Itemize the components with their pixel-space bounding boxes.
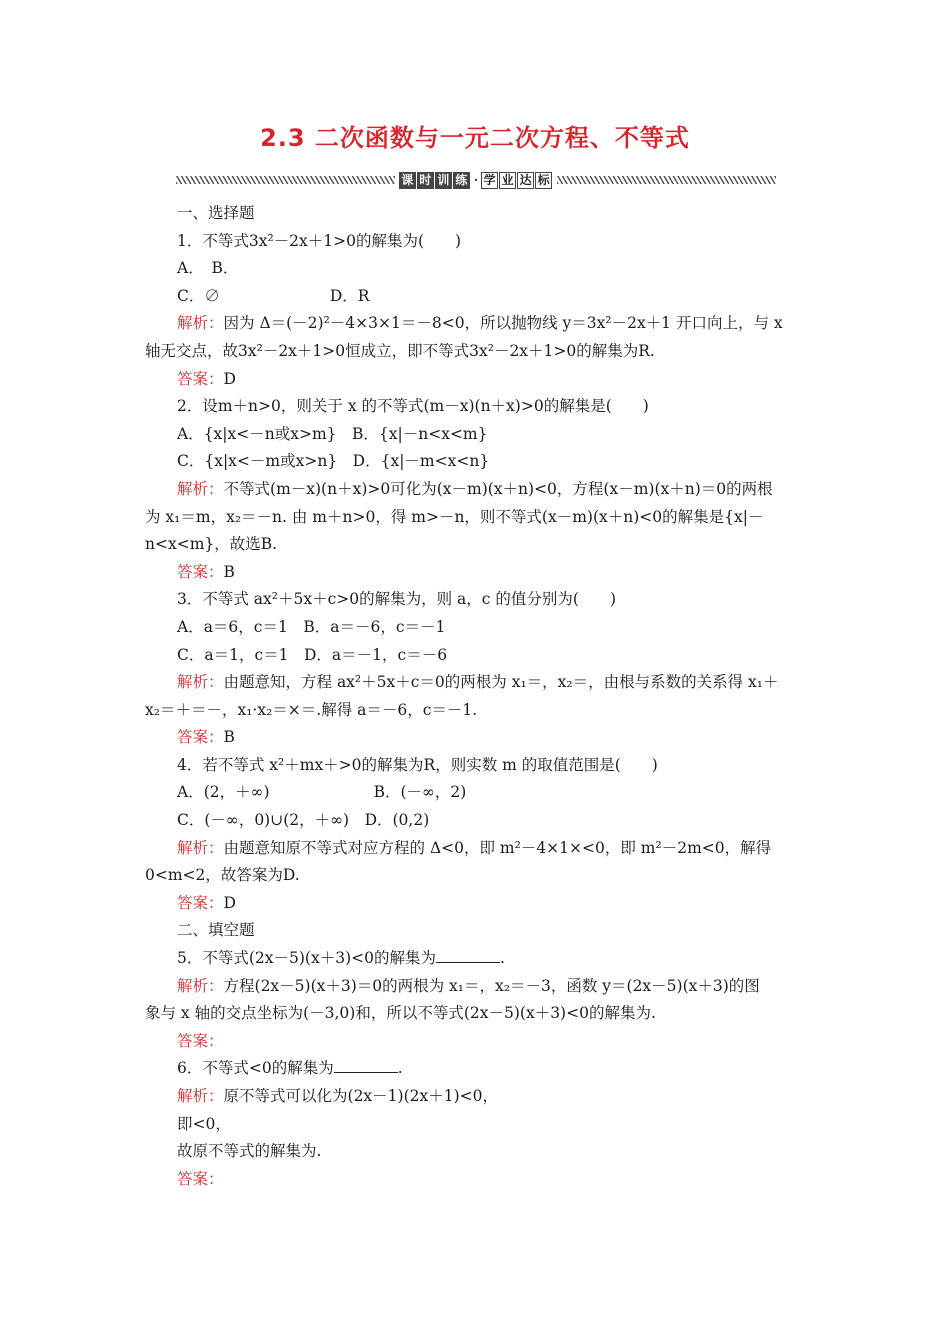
question-3-solution-cont: x₂＝＋＝－，x₁·x₂＝×＝.解得 a＝－6，c＝－1. <box>145 700 478 719</box>
answer-label: 答案： <box>177 369 224 388</box>
question-5-solution: 解析：方程(2x－5)(x＋3)＝0的两根为 x₁＝，x₂＝－3，函数 y＝(2x－5)(x＋3)的图 <box>177 976 760 995</box>
answer-label: 答案： <box>177 562 224 581</box>
question-1-stem: 1．不等式3x²－2x＋1>0的解集为( ) <box>177 231 462 250</box>
question-5-solution-cont: 象与 x 轴的交点坐标为(－3,0)和，所以不等式(2x－5)(x＋3)<0的解集为. <box>145 1004 656 1023</box>
question-5-stem: 5．不等式(2x－5)(x＋3)<0的解集为 . <box>177 949 505 968</box>
question-4-options-ab: A．(2，＋∞) B．(－∞，2) <box>177 783 467 802</box>
banner-badge <box>399 171 553 189</box>
question-5-answer <box>145 1028 815 1056</box>
question-2-options-ab: A．{x|x<－n或x>m} B．{x|－n<x<m} <box>177 424 488 443</box>
question-1-options-cd: C．∅ D．R <box>177 286 370 305</box>
answer-blank <box>334 1058 398 1073</box>
question-1-solution-cont: 轴无交点，故3x²－2x＋1>0恒成立，即不等式3x²－2x＋1>0的解集为R. <box>145 341 655 360</box>
section-heading-choice: 一、选择题 <box>177 204 255 222</box>
banner-hatch-right <box>557 176 776 184</box>
solution-label: 解析： <box>177 976 224 995</box>
question-3-solution: 解析：由题意知，方程 ax²＋5x＋c＝0的两根为 x₁＝，x₂＝，由根与系数的关系得 x₁＋ <box>177 673 779 692</box>
question-6-stem: 6．不等式<0的解集为 . <box>177 1059 403 1078</box>
question-3-options-cd: C．a＝1，c＝1 D．a＝－1，c＝－6 <box>177 645 448 664</box>
question-6-solution-cont2: 故原不等式的解集为. <box>177 1142 322 1161</box>
question-4-stem: 4．若不等式 x²＋mx＋>0的解集为R，则实数 m 的取值范围是( ) <box>177 755 658 774</box>
page-title: 2.3 二次函数与一元二次方程、不等式 <box>260 124 690 152</box>
banner-left-label: 课 时 训 练 <box>399 172 471 189</box>
question-2-answer: 答案：B <box>177 562 235 581</box>
question-6-answer <box>145 1166 815 1194</box>
question-4-options-cd: C．(－∞，0)∪(2，＋∞) D．(0,2) <box>177 811 430 830</box>
banner-separator: · <box>473 173 479 187</box>
question-2-stem: 2．设m＋n>0，则关于 x 的不等式(m－x)(n＋x)>0的解集是( ) <box>177 397 649 416</box>
banner-right-label: 学 业 达 标 <box>481 172 553 189</box>
question-2-options-cd: C．{x|x<－m或x>n} D．{x|－m<x<n} <box>177 452 490 471</box>
banner-hatch-left <box>176 176 395 184</box>
section-banner <box>176 171 776 189</box>
exercise-body <box>145 200 815 1193</box>
answer-blank <box>436 948 500 963</box>
section-heading-fill: 二、填空题 <box>177 921 255 940</box>
question-3-stem: 3．不等式 ax²＋5x＋c>0的解集为，则 a，c 的值分别为( ) <box>177 590 616 609</box>
question-2-solution: 解析：不等式(m－x)(n＋x)>0可化为(x－m)(x＋n)<0，方程(x－m)(x＋n)＝0的两根 <box>177 479 773 498</box>
question-3-options-ab: A．a＝6，c＝1 B．a＝－6，c＝－1 <box>177 617 446 636</box>
question-3-answer: 答案：B <box>177 728 235 747</box>
solution-label: 解析： <box>177 838 224 857</box>
question-2-solution-cont: 为 x₁＝m，x₂＝－n. 由 m＋n>0，得 m>－n，则不等式(x－m)(x＋n)<0的解集是{x|－ <box>145 507 764 526</box>
question-1-options-ab: A． B． <box>177 259 239 278</box>
solution-label: 解析： <box>177 314 224 333</box>
answer-label: 答案： <box>177 893 224 912</box>
question-2-solution-cont2: n<x<m}，故选B. <box>145 535 278 554</box>
answer-label: 答案： <box>177 1169 224 1188</box>
answer-label: 答案： <box>177 1031 224 1050</box>
solution-label: 解析： <box>177 479 224 498</box>
question-6-solution-cont: 即<0， <box>177 1114 231 1133</box>
question-6-solution: 解析：原不等式可以化为(2x－1)(2x＋1)<0， <box>177 1087 498 1105</box>
question-4-answer: 答案：D <box>177 893 236 912</box>
question-4-solution-cont: 0<m<2，故答案为D. <box>145 866 300 885</box>
answer-label: 答案： <box>177 728 224 747</box>
question-1-answer: 答案：D <box>177 369 236 388</box>
question-1-solution: 解析：因为 Δ＝(－2)²－4×3×1＝－8<0，所以抛物线 y＝3x²－2x＋1 开口向上，与 x <box>177 314 783 333</box>
question-4-solution: 解析：由题意知原不等式对应方程的 Δ<0，即 m²－4×1×<0，即 m²－2m<0，解得 <box>177 838 772 857</box>
solution-label: 解析： <box>177 673 224 692</box>
solution-label: 解析： <box>177 1087 224 1105</box>
